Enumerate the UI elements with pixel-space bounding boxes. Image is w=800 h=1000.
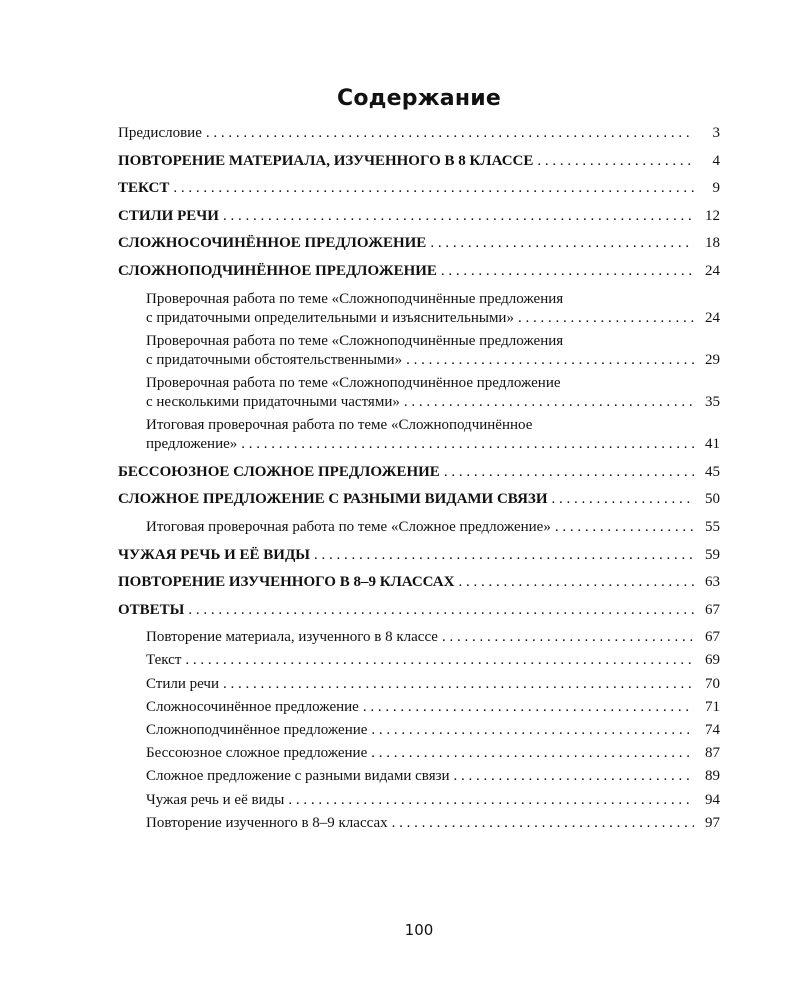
toc-entry	[118, 546, 720, 565]
toc-entry-page: 41	[705, 436, 720, 453]
dot-leader	[454, 767, 694, 786]
toc-entry-page: 69	[705, 652, 720, 669]
toc-entry-page: 71	[705, 698, 720, 715]
toc-entry-page: 29	[705, 351, 720, 368]
dot-leader	[444, 463, 694, 482]
toc-entry-page: 97	[705, 814, 720, 831]
toc-entry-label: ЧУЖАЯ РЕЧЬ И ЕЁ ВИДЫ	[118, 546, 311, 563]
toc-entry	[146, 721, 720, 740]
toc-entry-label: Повторение материала, изученного в 8 классе	[146, 629, 438, 646]
toc-entry-label: Бессоюзное сложное предложение	[146, 745, 368, 762]
dot-leader	[404, 393, 694, 412]
toc-entry	[118, 179, 720, 198]
toc-entry-label: предложение»	[146, 436, 238, 453]
dot-leader	[223, 675, 694, 694]
toc-entry-page: 18	[705, 235, 720, 252]
dot-leader	[458, 573, 694, 592]
toc-entry-label: БЕССОЮЗНОЕ СЛОЖНОЕ ПРЕДЛОЖЕНИЕ	[118, 463, 440, 480]
toc-entry	[146, 814, 720, 833]
toc-entry	[118, 262, 720, 281]
toc-entry-label: СЛОЖНОСОЧИНЁННОЕ ПРЕДЛОЖЕНИЕ	[118, 235, 427, 252]
toc-entry-page: 4	[712, 152, 720, 169]
toc-entry-label: с придаточными обстоятельственными»	[146, 351, 403, 368]
dot-leader	[371, 744, 694, 763]
toc-entry	[146, 698, 720, 717]
toc-entry-label: с придаточными определительными и изъяснительными»	[146, 309, 514, 326]
toc-entry-page: 55	[705, 518, 720, 535]
dot-leader	[441, 262, 694, 281]
toc-entry-page: 24	[705, 309, 720, 326]
toc-entry	[118, 601, 720, 620]
dot-leader	[518, 309, 694, 328]
toc-entry	[146, 744, 720, 763]
toc-entry-label: Чужая речь и её виды	[146, 791, 285, 808]
toc-entry-page: 87	[705, 745, 720, 762]
toc-entry	[146, 767, 720, 786]
toc-entry-page: 3	[712, 125, 720, 141]
dot-leader	[185, 651, 694, 670]
page-number: 100	[404, 921, 434, 939]
toc-entry-label: Предисловие	[118, 125, 202, 141]
toc-entry-label-line1: Проверочная работа по теме «Сложноподчинённые предложения	[146, 332, 564, 349]
toc-entry-page: 50	[705, 491, 720, 508]
dot-leader	[288, 791, 694, 810]
toc-entry-label: Сложное предложение с разными видами связи	[146, 768, 450, 785]
dot-leader	[363, 698, 694, 717]
toc-entry-page: 70	[705, 675, 720, 692]
toc-entry-label: СТИЛИ РЕЧИ	[118, 207, 219, 224]
toc-entry-page: 45	[705, 463, 720, 480]
toc-entry-label: Сложноподчинённое предложение	[146, 722, 368, 739]
dot-leader	[406, 351, 694, 370]
toc-entry-page: 35	[705, 393, 720, 410]
toc-entry	[146, 416, 720, 454]
dot-leader	[552, 490, 695, 509]
toc-entry	[118, 152, 720, 171]
toc-entry	[146, 290, 720, 328]
toc-entry-page: 67	[705, 629, 720, 646]
dot-leader	[223, 207, 694, 226]
toc-entry	[118, 573, 720, 592]
toc-entry-page: 24	[705, 262, 720, 279]
dot-leader	[537, 152, 694, 171]
toc-entry-page: 12	[705, 207, 720, 224]
toc-entry	[118, 234, 720, 253]
toc-entry-label: Текст	[146, 652, 182, 669]
dot-leader	[430, 234, 694, 253]
toc-entry-page: 94	[705, 791, 720, 808]
toc-entry	[118, 207, 720, 226]
toc-entry-page: 89	[705, 768, 720, 785]
toc-entry-label: Стили речи	[146, 675, 220, 692]
toc-entry	[146, 374, 720, 412]
dot-leader	[241, 435, 694, 454]
toc-entry-page: 59	[705, 546, 720, 563]
toc-entry-label-line1: Итоговая проверочная работа по теме «Сложноподчинённое	[146, 417, 533, 434]
toc-entry-label-line1: Проверочная работа по теме «Сложноподчинённое предложение	[146, 374, 561, 391]
toc-entry-label: ТЕКСТ	[118, 180, 170, 197]
toc-entry-label: Повторение изученного в 8–9 классах	[146, 814, 388, 831]
toc-entry	[146, 332, 720, 370]
toc-entry	[146, 628, 720, 647]
dot-leader	[371, 721, 694, 740]
toc-entry	[146, 651, 720, 670]
toc-entry	[146, 675, 720, 694]
dot-leader	[188, 601, 694, 620]
toc-entry-page: 63	[705, 574, 720, 591]
toc-entry-label: ПОВТОРЕНИЕ МАТЕРИАЛА, ИЗУЧЕННОГО В 8 КЛАССЕ	[118, 152, 534, 169]
toc-entry-label: Сложносочинённое предложение	[146, 698, 359, 715]
dot-leader	[206, 124, 694, 143]
page-title: Содержание	[337, 86, 501, 111]
toc-entry-label-line1: Проверочная работа по теме «Сложноподчинённые предложения	[146, 290, 564, 307]
toc-entry-label: ОТВЕТЫ	[118, 601, 185, 618]
dot-leader	[173, 179, 694, 198]
toc-entry-label: ПОВТОРЕНИЕ ИЗУЧЕННОГО В 8–9 КЛАССАХ	[118, 574, 455, 591]
table-of-contents	[118, 124, 720, 837]
toc-entry	[118, 124, 720, 143]
dot-leader	[555, 518, 694, 537]
toc-entry-label: СЛОЖНОЕ ПРЕДЛОЖЕНИЕ С РАЗНЫМИ ВИДАМИ СВЯЗИ	[118, 491, 548, 508]
toc-entry	[146, 518, 720, 537]
toc-entry-label: СЛОЖНОПОДЧИНЁННОЕ ПРЕДЛОЖЕНИЕ	[118, 262, 437, 279]
dot-leader	[314, 546, 694, 565]
toc-entry-page: 67	[705, 601, 720, 618]
toc-entry-page: 9	[712, 180, 720, 197]
toc-entry-label: с несколькими придаточными частями»	[146, 393, 400, 410]
toc-entry	[118, 490, 720, 509]
toc-entry-label: Итоговая проверочная работа по теме «Сложное предложение»	[146, 518, 551, 535]
dot-leader	[392, 814, 694, 833]
toc-entry-page: 74	[705, 722, 720, 739]
dot-leader	[442, 628, 694, 647]
toc-entry	[146, 791, 720, 810]
toc-entry	[118, 463, 720, 482]
